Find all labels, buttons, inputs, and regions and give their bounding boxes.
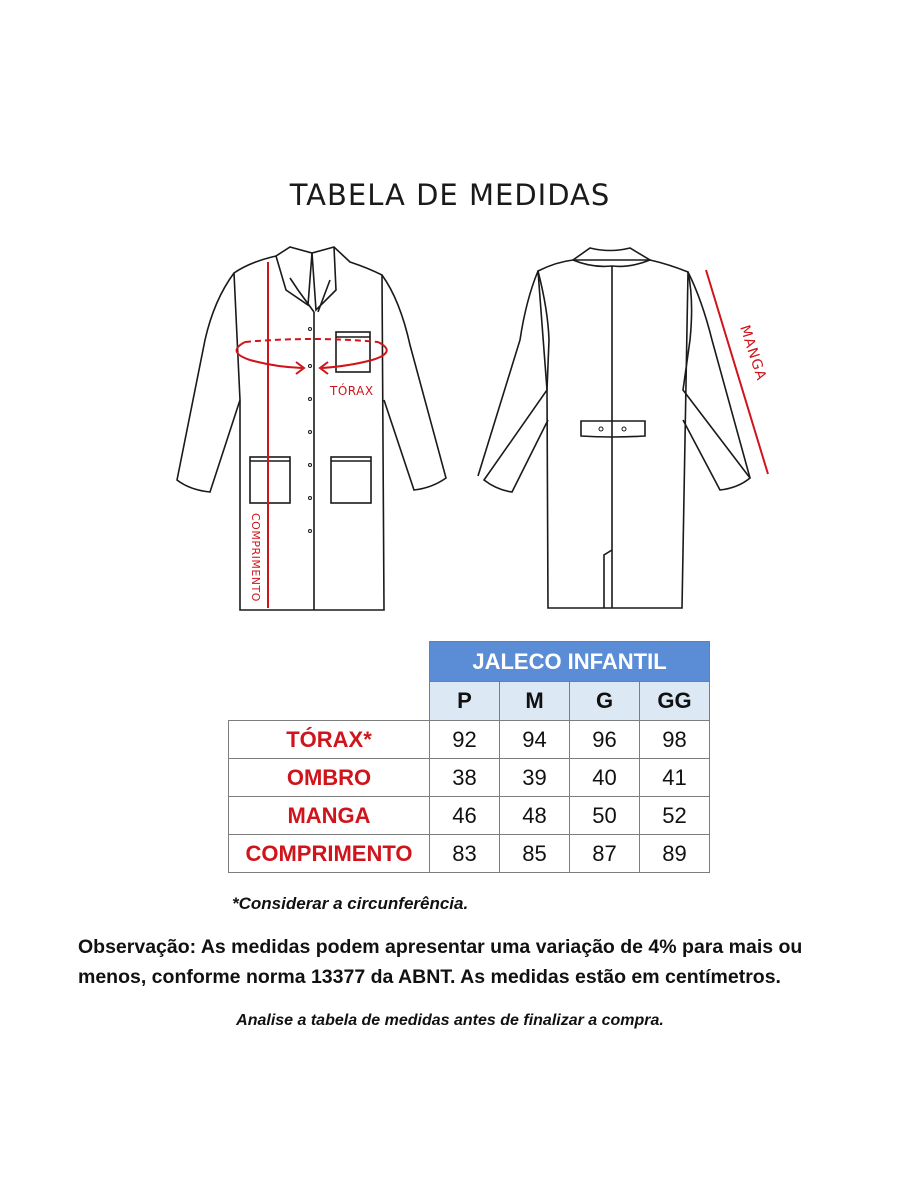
table-cell: 41 xyxy=(640,759,710,797)
size-header-gg: GG xyxy=(640,682,710,721)
footnote: *Considerar a circunferência. xyxy=(232,894,469,913)
table-row xyxy=(229,797,710,835)
page-title: TABELA DE MEDIDAS xyxy=(289,178,611,212)
table-cell: 48 xyxy=(500,797,570,835)
table-cell: 89 xyxy=(640,835,710,873)
length-label: COMPRIMENTO xyxy=(249,513,262,602)
table-cell: 92 xyxy=(430,721,500,759)
row-label-sleeve: MANGA xyxy=(229,797,430,835)
row-label-chest: TÓRAX* xyxy=(229,721,430,759)
table-size-row xyxy=(229,682,710,721)
table-cell: 46 xyxy=(430,797,500,835)
observation-note: Observação: As medidas podem apresentar uma variação de 4% para mais ou menos, conforme norma 13377 da ABNT. As medidas estão em centímetros. xyxy=(78,936,803,988)
row-label-length: COMPRIMENTO xyxy=(229,835,430,873)
table-cell: 50 xyxy=(570,797,640,835)
table-cell: 39 xyxy=(500,759,570,797)
table-row xyxy=(229,835,710,873)
front-coat-drawing xyxy=(177,247,446,610)
table-cell: 83 xyxy=(430,835,500,873)
size-header-g: G xyxy=(570,682,640,721)
table-cell: 85 xyxy=(500,835,570,873)
advice-note: Analise a tabela de medidas antes de finalizar a compra. xyxy=(236,1012,664,1029)
product-name-header: JALECO INFANTIL xyxy=(430,642,710,682)
size-header-m: M xyxy=(500,682,570,721)
table-product-row xyxy=(229,642,710,682)
row-label-shoulder: OMBRO xyxy=(229,759,430,797)
table-cell: 87 xyxy=(570,835,640,873)
sleeve-label: MANGA xyxy=(736,323,770,383)
table-cell: 52 xyxy=(640,797,710,835)
table-row xyxy=(229,759,710,797)
table-cell: 94 xyxy=(500,721,570,759)
size-header-p: P xyxy=(430,682,500,721)
table-cell: 98 xyxy=(640,721,710,759)
blank-cell xyxy=(229,642,430,682)
chest-label: TÓRAX xyxy=(330,384,374,398)
back-coat-drawing xyxy=(478,248,750,608)
lab-coat-illustration xyxy=(0,230,900,630)
size-chart-table xyxy=(228,641,710,873)
blank-cell xyxy=(229,682,430,721)
table-cell: 96 xyxy=(570,721,640,759)
table-cell: 40 xyxy=(570,759,640,797)
table-row xyxy=(229,721,710,759)
table-cell: 38 xyxy=(430,759,500,797)
